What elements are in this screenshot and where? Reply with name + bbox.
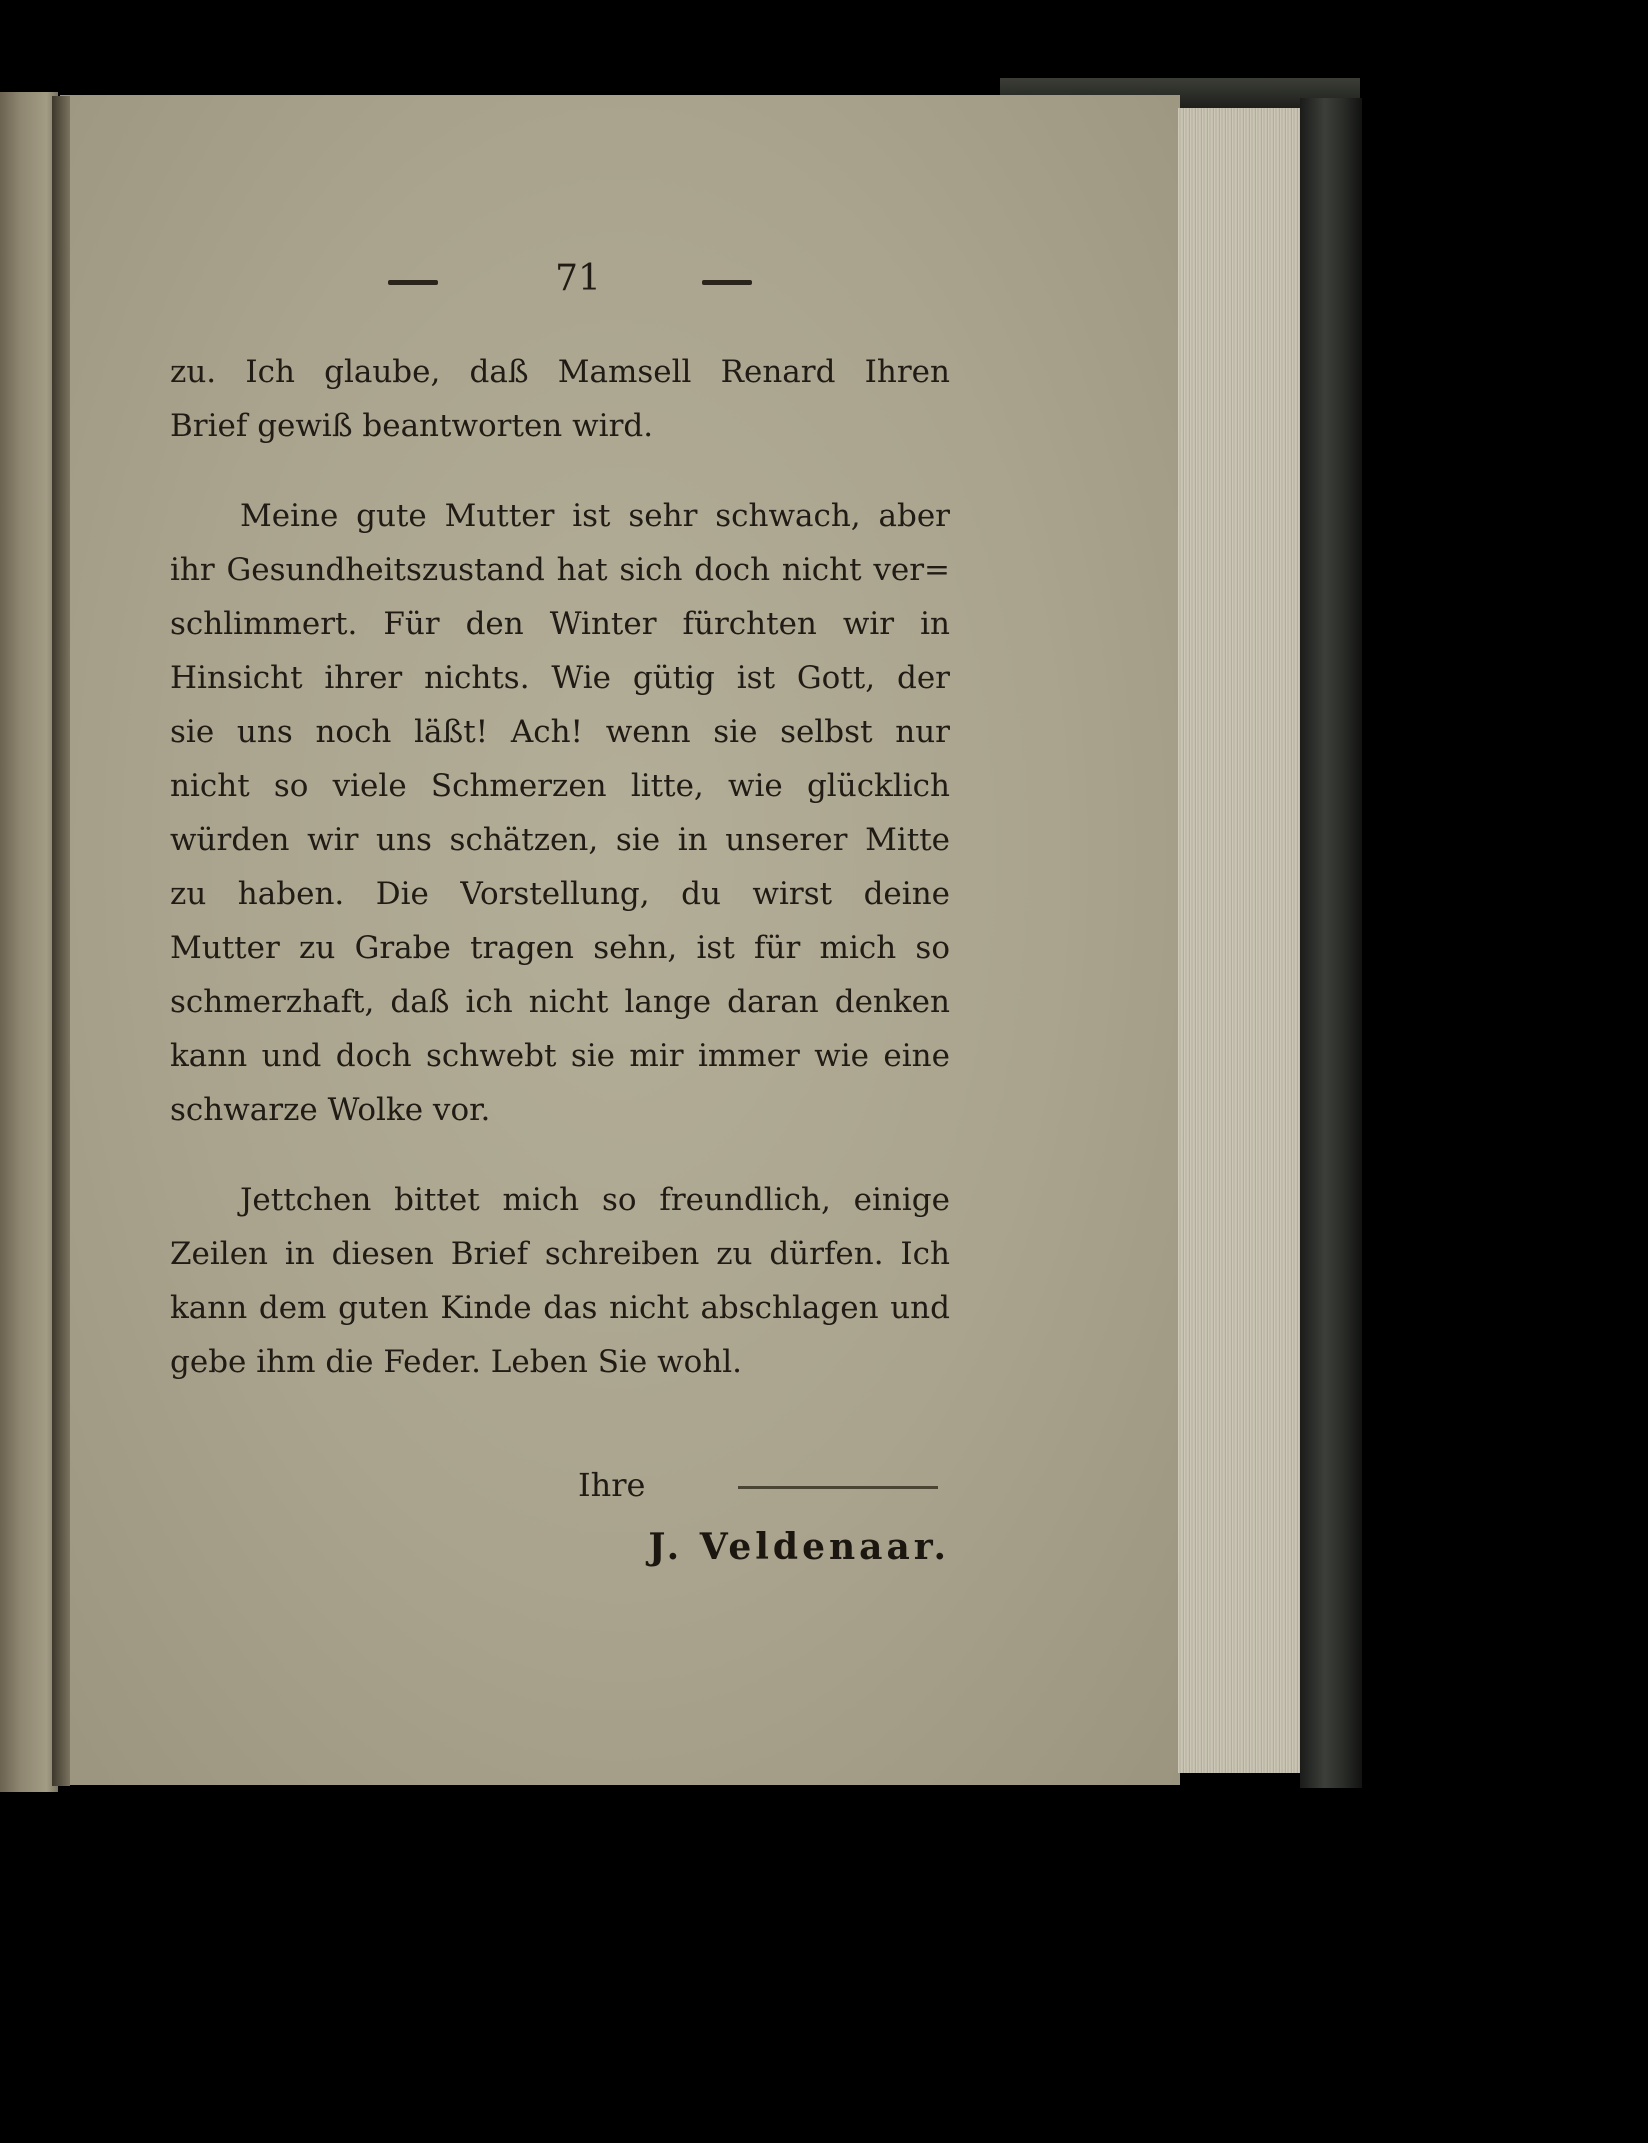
text-line: kann und doch schwebt sie mir immer wie eine — [170, 1038, 950, 1074]
letter-body — [170, 345, 950, 1389]
text-line: nicht so viele Schmerzen litte, wie glücklich — [170, 768, 950, 804]
closing-salutation: Ihre — [578, 1466, 646, 1504]
paragraph-gap — [170, 453, 950, 489]
text-line: Mutter zu Grabe tragen sehn, ist für mich so — [170, 930, 950, 966]
signature: J. Veldenaar. — [648, 1526, 950, 1568]
gutter-shadow — [52, 96, 70, 1786]
text-line: sie uns noch läßt! Ach! wenn sie selbst nur — [170, 714, 950, 750]
text-line: schwarze Wolke vor. — [170, 1092, 491, 1128]
text-line: Brief gewiß beantworten wird. — [170, 408, 654, 444]
running-head-dash-right — [702, 280, 752, 285]
page-number: 71 — [555, 258, 601, 299]
page-stack-edge — [1178, 108, 1310, 1773]
text-line: ihr Gesundheitszustand hat sich doch nicht ver= — [170, 552, 950, 588]
text-line: gebe ihm die Feder. Leben Sie wohl. — [170, 1344, 743, 1380]
text-line: Hinsicht ihrer nichts. Wie gütig ist Gott, der — [170, 660, 950, 696]
running-head — [380, 258, 760, 318]
closing-rule — [738, 1486, 938, 1489]
book-cover-edge — [1300, 98, 1362, 1788]
text-line: Jettchen bittet mich so freundlich, einige — [240, 1182, 950, 1218]
text-line: zu haben. Die Vorstellung, du wirst deine — [170, 876, 950, 912]
text-line: kann dem guten Kinde das nicht abschlagen und — [170, 1290, 950, 1326]
text-line: Zeilen in diesen Brief schreiben zu dürfen. Ich — [170, 1236, 950, 1272]
text-line: zu. Ich glaube, daß Mamsell Renard Ihren — [170, 354, 950, 390]
left-page-edge — [0, 92, 58, 1792]
text-line: schlimmert. Für den Winter fürchten wir in — [170, 606, 950, 642]
running-head-dash-left — [388, 280, 438, 285]
paragraph-gap — [170, 1137, 950, 1173]
text-line: schmerzhaft, daß ich nicht lange daran denken — [170, 984, 950, 1020]
text-line: Meine gute Mutter ist sehr schwach, aber — [240, 498, 950, 534]
text-line: würden wir uns schätzen, sie in unserer Mitte — [170, 822, 950, 858]
